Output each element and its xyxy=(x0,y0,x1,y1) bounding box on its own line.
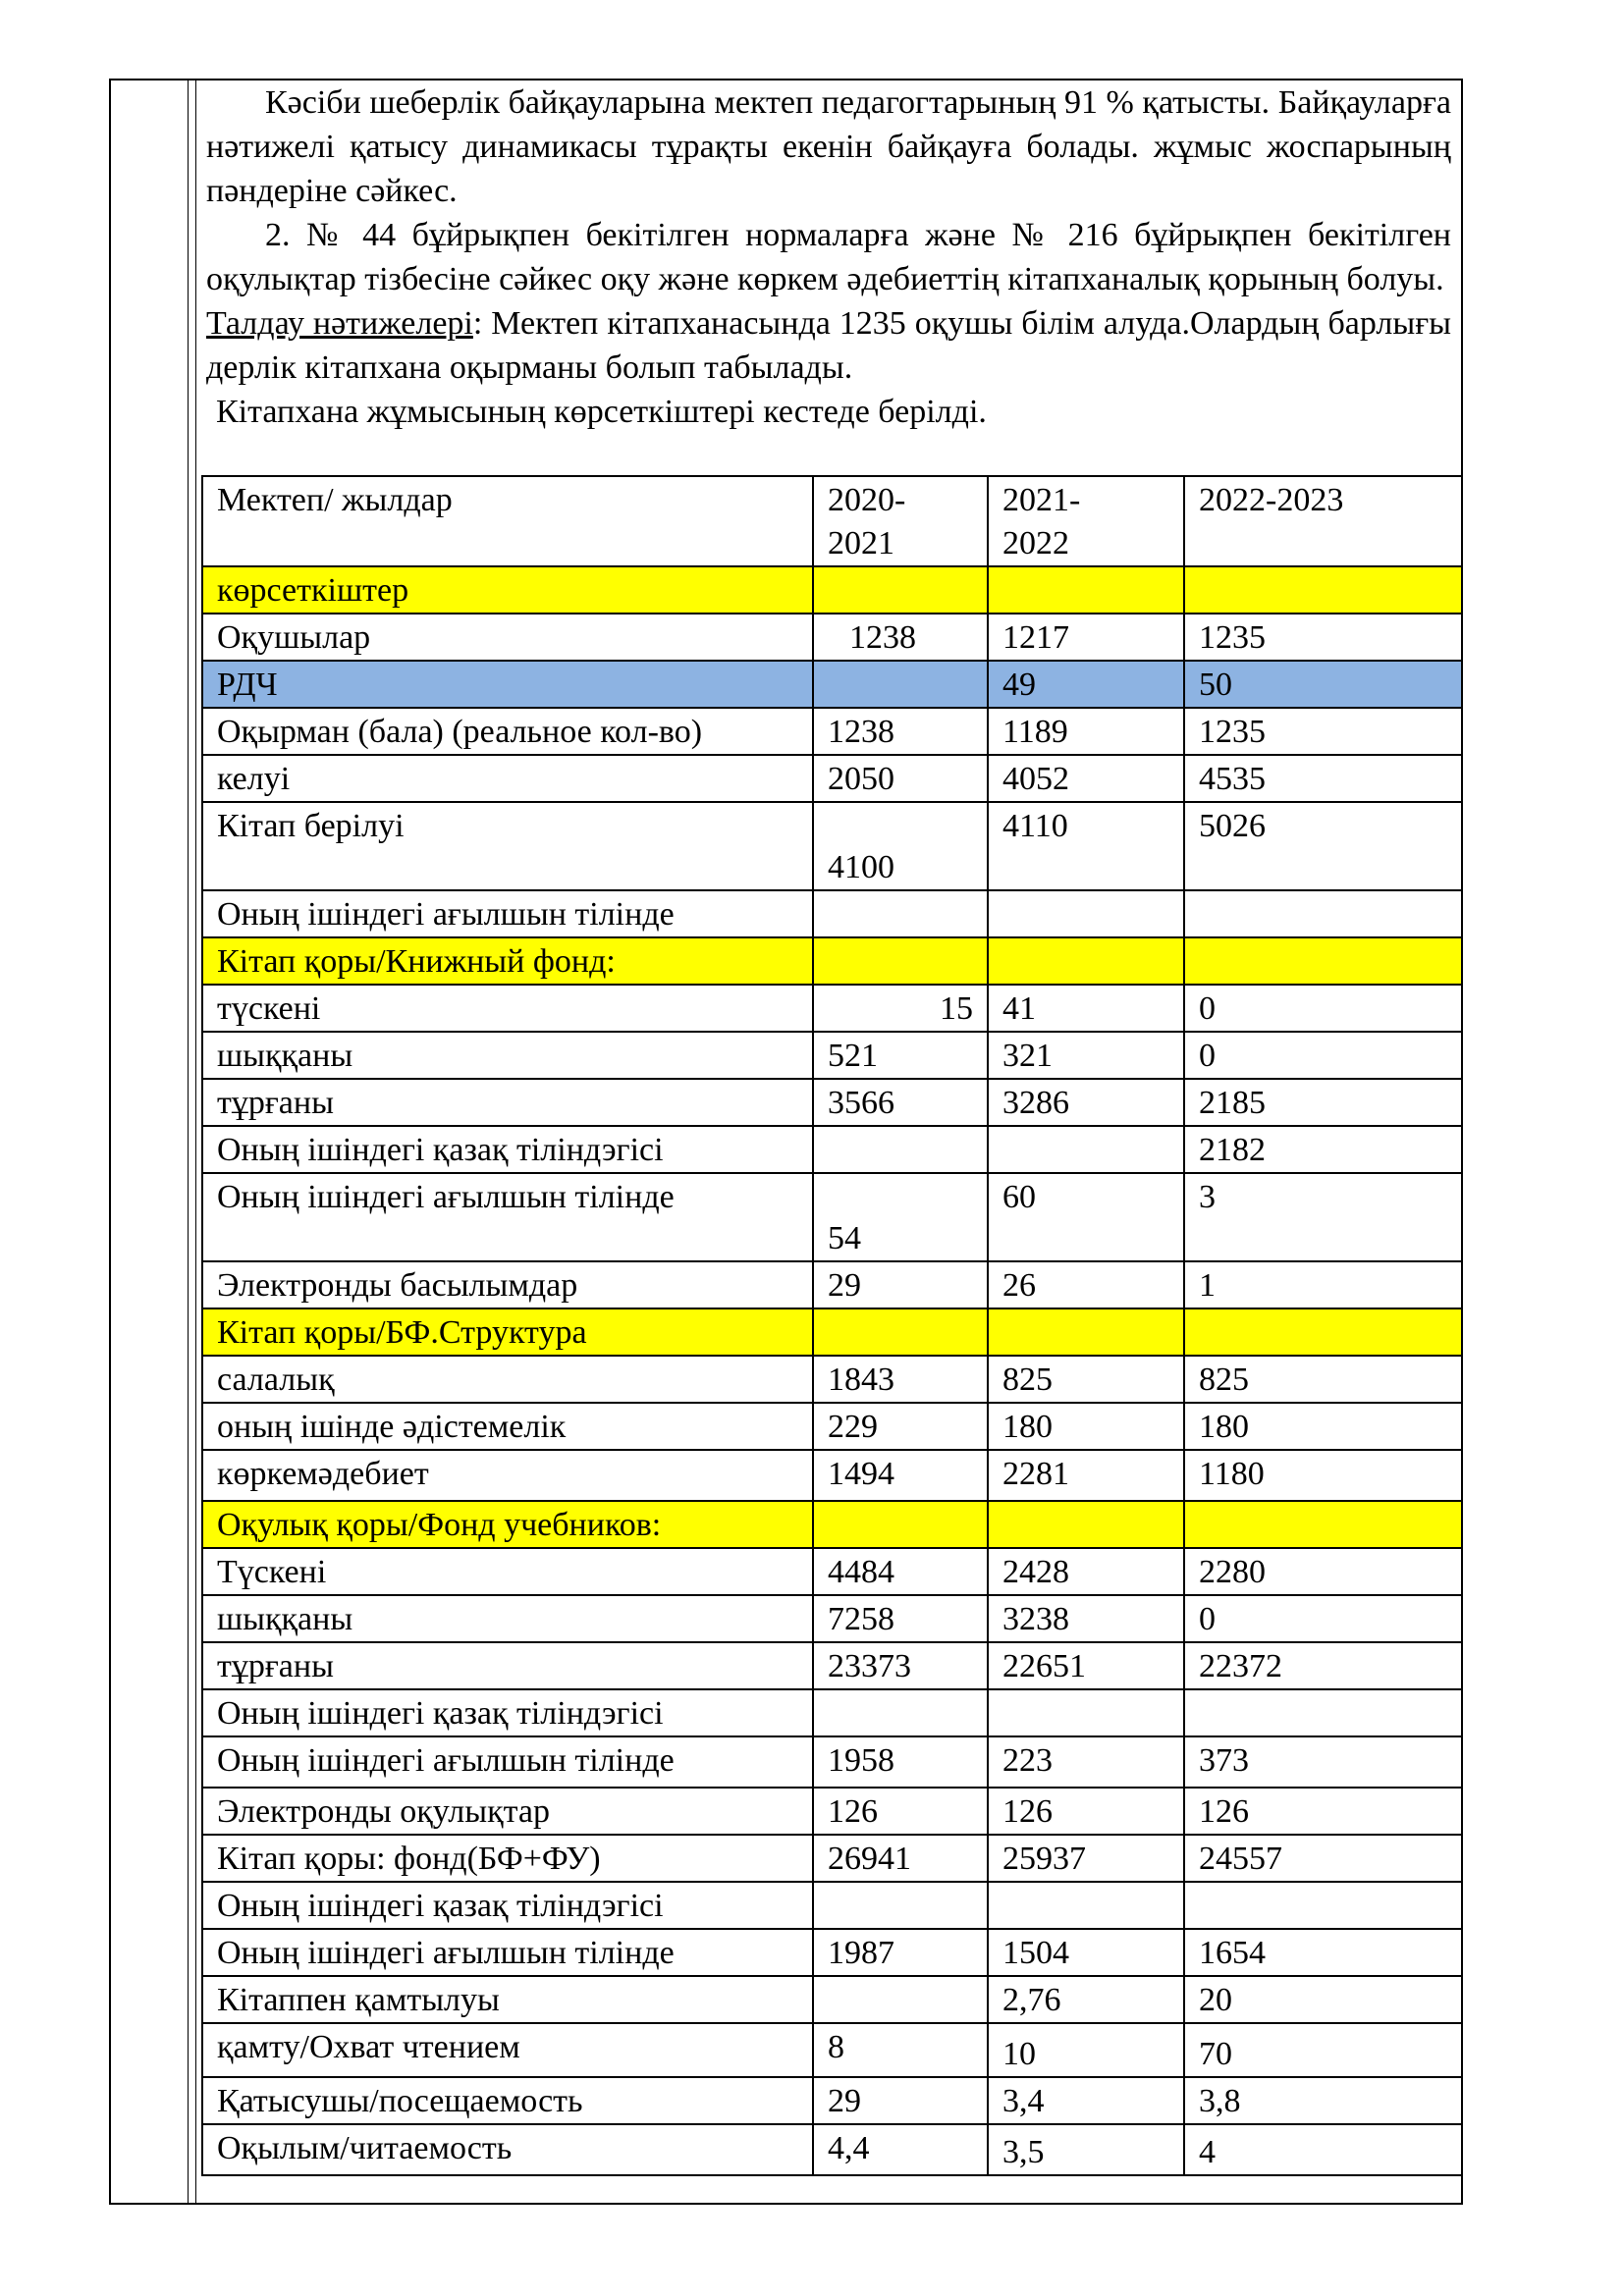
cell-value xyxy=(813,937,988,985)
header-year-cell: 2020-2021 xyxy=(813,476,988,566)
cell-value: 1843 xyxy=(813,1356,988,1403)
cell-value: 1494 xyxy=(813,1450,988,1501)
cell-value: 1189 xyxy=(988,708,1184,755)
table-row xyxy=(202,1032,1462,1079)
table-row xyxy=(202,614,1462,661)
cell-value: 321 xyxy=(988,1032,1184,1079)
row-label: Оның ішіндегі ағылшын тілінде xyxy=(202,890,813,937)
cell-value: 825 xyxy=(988,1356,1184,1403)
row-label: РДЧ xyxy=(202,661,813,708)
cell-value: 1180 xyxy=(1184,1450,1462,1501)
table-row xyxy=(202,937,1462,985)
cell-value: 2,76 xyxy=(988,1976,1184,2023)
cell-value xyxy=(1184,937,1462,985)
cell-value: 1235 xyxy=(1184,708,1462,755)
cell-value: 3566 xyxy=(813,1079,988,1126)
cell-value: 1217 xyxy=(988,614,1184,661)
cell-value: 29 xyxy=(813,1261,988,1308)
column-divider-2 xyxy=(195,80,196,2203)
cell-value: 22651 xyxy=(988,1642,1184,1689)
cell-value: 10 xyxy=(988,2023,1184,2077)
cell-value: 3,5 xyxy=(988,2124,1184,2175)
row-label: Оқушылар xyxy=(202,614,813,661)
cell-value: 126 xyxy=(1184,1788,1462,1835)
row-label: Оның ішіндегі қазақ тіліндэгісі xyxy=(202,1689,813,1736)
cell-value: 4,4 xyxy=(813,2124,988,2175)
paragraph-4: Кітапхана жұмысының көрсеткіштері кестеде берілді. xyxy=(216,394,987,430)
cell-value: 29 xyxy=(813,2077,988,2124)
row-label: тұрғаны xyxy=(202,1642,813,1689)
cell-value: 2281 xyxy=(988,1450,1184,1501)
table-row xyxy=(202,2077,1462,2124)
cell-value: 1235 xyxy=(1184,614,1462,661)
cell-value: 2050 xyxy=(813,755,988,802)
header-label-cell: Мектеп/ жылдар xyxy=(202,476,813,566)
cell-value: 4 xyxy=(1184,2124,1462,2175)
cell-value: 1 xyxy=(1184,1261,1462,1308)
cell-value xyxy=(1184,1308,1462,1356)
cell-value: 20 xyxy=(1184,1976,1462,2023)
cell-value xyxy=(813,1501,988,1548)
cell-value: 825 xyxy=(1184,1356,1462,1403)
table-row xyxy=(202,1736,1462,1788)
cell-value: 223 xyxy=(988,1736,1184,1788)
cell-value: 23373 xyxy=(813,1642,988,1689)
table-row xyxy=(202,1356,1462,1403)
cell-value: 1238 xyxy=(813,614,988,661)
table-row xyxy=(202,1788,1462,1835)
row-label: шыққаны xyxy=(202,1032,813,1079)
cell-value xyxy=(813,1689,988,1736)
row-label: Оқылым/читаемость xyxy=(202,2124,813,2175)
cell-value xyxy=(988,937,1184,985)
cell-value xyxy=(988,890,1184,937)
cell-value: 60 xyxy=(988,1173,1184,1261)
cell-value: 3238 xyxy=(988,1595,1184,1642)
intro-text xyxy=(206,80,1451,434)
table-row xyxy=(202,1882,1462,1929)
row-label: тұрғаны xyxy=(202,1079,813,1126)
cell-value: 50 xyxy=(1184,661,1462,708)
cell-value: 7258 xyxy=(813,1595,988,1642)
cell-value xyxy=(813,566,988,614)
table-row xyxy=(202,566,1462,614)
row-label: Кітаппен қамтылуы xyxy=(202,1976,813,2023)
cell-value: 180 xyxy=(1184,1403,1462,1450)
table-row xyxy=(202,1450,1462,1501)
cell-value: 126 xyxy=(813,1788,988,1835)
library-indicators-table xyxy=(201,475,1463,2176)
table-row xyxy=(202,802,1462,890)
column-divider-1 xyxy=(188,80,189,2203)
cell-value xyxy=(813,661,988,708)
table-row xyxy=(202,1501,1462,1548)
cell-value: 0 xyxy=(1184,1595,1462,1642)
table-row xyxy=(202,1261,1462,1308)
row-label: шыққаны xyxy=(202,1595,813,1642)
cell-value xyxy=(813,890,988,937)
cell-value: 229 xyxy=(813,1403,988,1450)
cell-value xyxy=(988,1308,1184,1356)
cell-value: 4535 xyxy=(1184,755,1462,802)
table-row xyxy=(202,1595,1462,1642)
table-row xyxy=(202,1173,1462,1261)
cell-value: 4110 xyxy=(988,802,1184,890)
cell-value: 26 xyxy=(988,1261,1184,1308)
cell-value: 4100 xyxy=(813,802,988,890)
row-label: Оның ішіндегі ағылшын тілінде xyxy=(202,1173,813,1261)
cell-value: 49 xyxy=(988,661,1184,708)
cell-value xyxy=(1184,566,1462,614)
cell-value: 3,8 xyxy=(1184,2077,1462,2124)
table-row xyxy=(202,2124,1462,2175)
row-label: Қатысушы/посещаемость xyxy=(202,2077,813,2124)
row-label: Оқырман (бала) (реальное кол-во) xyxy=(202,708,813,755)
cell-value: 0 xyxy=(1184,985,1462,1032)
cell-value xyxy=(813,1308,988,1356)
table-row xyxy=(202,661,1462,708)
cell-value xyxy=(813,1976,988,2023)
row-label: Оқулық қоры/Фонд учебников: xyxy=(202,1501,813,1548)
row-label: көркемәдебиет xyxy=(202,1450,813,1501)
cell-value: 180 xyxy=(988,1403,1184,1450)
cell-value xyxy=(813,1126,988,1173)
row-label: Оның ішіндегі ағылшын тілінде xyxy=(202,1929,813,1976)
cell-value: 54 xyxy=(813,1173,988,1261)
row-label: қамту/Охват чтением xyxy=(202,2023,813,2077)
cell-value: 126 xyxy=(988,1788,1184,1835)
row-label: Оның ішіндегі қазақ тіліндэгісі xyxy=(202,1882,813,1929)
table-row xyxy=(202,1548,1462,1595)
row-label: салалық xyxy=(202,1356,813,1403)
cell-value: 26941 xyxy=(813,1835,988,1882)
cell-value xyxy=(813,1882,988,1929)
analysis-label: Талдау нәтижелері xyxy=(206,305,473,342)
cell-value: 1504 xyxy=(988,1929,1184,1976)
paragraph-3 xyxy=(206,301,1451,390)
table-row xyxy=(202,1126,1462,1173)
table-row xyxy=(202,985,1462,1032)
cell-value: 3286 xyxy=(988,1079,1184,1126)
row-label: Кітап берілуі xyxy=(202,802,813,890)
header-year-cell: 2021-2022 xyxy=(988,476,1184,566)
cell-value: 15 xyxy=(813,985,988,1032)
cell-value: 1987 xyxy=(813,1929,988,1976)
table-row xyxy=(202,755,1462,802)
table-row xyxy=(202,1642,1462,1689)
row-label: Оның ішіндегі қазақ тіліндэгісі xyxy=(202,1126,813,1173)
row-label: оның ішінде әдістемелік xyxy=(202,1403,813,1450)
cell-value xyxy=(988,1501,1184,1548)
cell-value xyxy=(988,1882,1184,1929)
row-label: көрсеткіштер xyxy=(202,566,813,614)
row-label: Оның ішіндегі ағылшын тілінде xyxy=(202,1736,813,1788)
table-row xyxy=(202,1835,1462,1882)
paragraph-2: 2. № 44 бұйрықпен бекітілген нормаларға және № 216 бұйрықпен бекітілген оқулықтар тізбесіне сәйкес оқу және көркем әдебиеттің кітапханалық қорының болуы. xyxy=(206,217,1451,297)
table-row xyxy=(202,1308,1462,1356)
cell-value: 41 xyxy=(988,985,1184,1032)
table-row xyxy=(202,1929,1462,1976)
cell-value xyxy=(988,566,1184,614)
row-label: түскені xyxy=(202,985,813,1032)
table-row xyxy=(202,1976,1462,2023)
cell-value xyxy=(988,1689,1184,1736)
cell-value: 2185 xyxy=(1184,1079,1462,1126)
row-label: Электронды оқулықтар xyxy=(202,1788,813,1835)
table-row xyxy=(202,1403,1462,1450)
row-label: Кітап қоры/БФ.Структура xyxy=(202,1308,813,1356)
cell-value xyxy=(1184,1501,1462,1548)
cell-value: 8 xyxy=(813,2023,988,2077)
cell-value: 373 xyxy=(1184,1736,1462,1788)
row-label: Түскені xyxy=(202,1548,813,1595)
cell-value xyxy=(1184,890,1462,937)
paragraph-1: Кәсіби шеберлік байқауларына мектеп педагогтарының 91 % қатысты. Байқауларға нәтижелі қатысу динамикасы тұрақты екенін байқауға болады. жұмыс жоспарының пәндеріне сәйкес. xyxy=(206,84,1451,209)
cell-value: 2428 xyxy=(988,1548,1184,1595)
cell-value: 4484 xyxy=(813,1548,988,1595)
cell-value xyxy=(1184,1689,1462,1736)
row-label: Кітап қоры: фонд(БФ+ФУ) xyxy=(202,1835,813,1882)
table-row xyxy=(202,890,1462,937)
cell-value xyxy=(988,1126,1184,1173)
table-row xyxy=(202,708,1462,755)
cell-value: 4052 xyxy=(988,755,1184,802)
cell-value: 2280 xyxy=(1184,1548,1462,1595)
cell-value: 3,4 xyxy=(988,2077,1184,2124)
cell-value: 1238 xyxy=(813,708,988,755)
header-year-cell: 2022-2023 xyxy=(1184,476,1462,566)
row-label: Электронды басылымдар xyxy=(202,1261,813,1308)
cell-value: 24557 xyxy=(1184,1835,1462,1882)
cell-value: 70 xyxy=(1184,2023,1462,2077)
table-row xyxy=(202,1079,1462,1126)
cell-value: 1654 xyxy=(1184,1929,1462,1976)
row-label: келуі xyxy=(202,755,813,802)
cell-value: 25937 xyxy=(988,1835,1184,1882)
cell-value: 3 xyxy=(1184,1173,1462,1261)
cell-value: 22372 xyxy=(1184,1642,1462,1689)
cell-value xyxy=(1184,1882,1462,1929)
table-row xyxy=(202,1689,1462,1736)
table-header-row xyxy=(202,476,1462,566)
table-row xyxy=(202,2023,1462,2077)
cell-value: 2182 xyxy=(1184,1126,1462,1173)
cell-value: 0 xyxy=(1184,1032,1462,1079)
cell-value: 1958 xyxy=(813,1736,988,1788)
row-label: Кітап қоры/Книжный фонд: xyxy=(202,937,813,985)
cell-value: 5026 xyxy=(1184,802,1462,890)
cell-value: 521 xyxy=(813,1032,988,1079)
analysis-text: : Мектеп кітапханасында 1235 оқушы білім алуда.Олардың барлығы дерлік кітапхана оқырманы болып табылады. xyxy=(206,305,1451,386)
